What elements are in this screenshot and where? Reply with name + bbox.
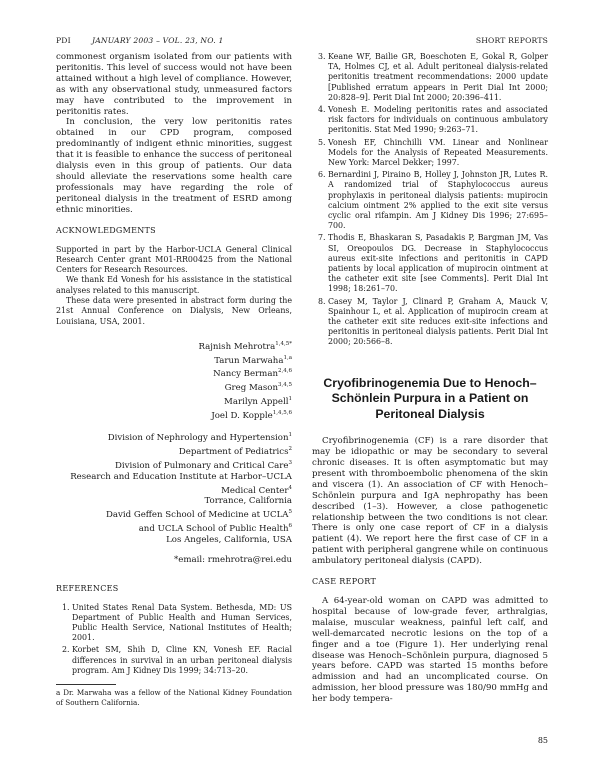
affiliation: Department of Pediatrics$^2$ <box>178 446 292 458</box>
reference-item: 2. Korbet SM, Shih D, Cline KN, Vonesh EF. Racial differences in survival in an urban peritoneal dialysis program. Am J Kidney Dis 1999; 34:713–20. <box>72 645 292 676</box>
article-title: Cryofibrinogenemia Due to Henoch–Schönlein Purpura in a Patient on Peritoneal Dialysis <box>323 375 537 421</box>
paragraph: commonest organism isolated from our patients with peritonitis. This level of success would not have been attained without a high level of compliance. However, as with any observational study, unmeasured factors may have contributed to the improvement in peritonitis rates. <box>56 52 292 117</box>
reference-list <box>56 603 292 676</box>
journal-abbrev: PDI <box>56 36 71 45</box>
reference-item: 8. Casey M, Taylor J, Clinard P, Graham A, Mauck V, Spainhour L, et al. Application of mupirocin cream at the catheter exit site reduces exit-site infections and peritonitis in peritoneal dialysis patients. Perit Dial Int 2000; 20:566–8. <box>328 297 548 348</box>
author: Rajnish Mehrotra$^{1,4,5*}$ <box>198 340 292 352</box>
affiliation: Los Angeles, California, USA <box>166 534 292 545</box>
acknowledgment-text: These data were presented in abstract form during the 21st Annual Conference on Dialysis, New Orleans, Louisiana, USA, 2001. <box>56 295 292 326</box>
reference-item: 7. Thodis E, Bhaskaran S, Pasadakis P, Bargman JM, Vas SI, Oreopoulos DG. Decrease in Staphylococcus aureus exit-site infections and peritonitis in CAPD patients by local application of mupirocin ointment at the catheter exit site [see Comments]. Perit Dial Int 1998; 18:261–70. <box>328 233 548 294</box>
acknowledgments-heading: ACKNOWLEDGMENTS <box>56 225 156 235</box>
paragraph: Cryofibrinogenemia (CF) is a rare disorder that may be idiopathic or may be secondary to several chronic diseases. It is often asymptomatic but may present with thromboembolic phenomena of the skin and viscera (1). An association of CF with Henoch–Schönlein purpura and IgA nephropathy has been described (1–3). However, a close pathogenetic relationship between the two conditions is not clear. There is only one case report of CF in a dialysis patient (4). We report here the first case of CF in a patient with peripheral gangrene while on continuous ambulatory peritoneal dialysis (CAPD). <box>312 436 548 567</box>
affiliation-list <box>56 430 292 545</box>
references-heading: REFERENCES <box>56 583 119 593</box>
reference-item: 5. Vonesh EF, Chinchilli VM. Linear and Nonlinear Models for the Analysis of Repeated Measurements. New York: Marcel Dekker; 1997. <box>328 138 548 169</box>
acknowledgment-text: Supported in part by the Harbor-UCLA General Clinical Research Center grant M01-RR00425 from the National Centers for Research Resources. <box>56 244 292 275</box>
author: Nancy Berman$^{2,4,6}$ <box>213 368 292 380</box>
author-list <box>56 339 292 422</box>
author: Tarun Marwaha$^{1,a}$ <box>214 354 292 366</box>
reference-item: 3. Keane WF, Bailie GR, Boeschoten E, Gokal R, Golper TA, Holmes CJ, et al. Adult peritoneal dialysis-related peritonitis treatment recommendations: 2000 update [Published erratum appears in Perit Dial Int 2000; 20:828–9]. Perit Dial Int 2000; 20:396–411. <box>328 52 548 103</box>
author: Joel D. Kopple$^{1,4,5,6}$ <box>211 409 292 421</box>
affiliation: David Geffen School of Medicine at UCLA$^5$ <box>106 509 292 521</box>
affiliation: Torrance, California <box>204 496 292 507</box>
reference-item: 1. United States Renal Data System. Bethesda, MD: US Department of Public Health and Human Services, Public Health Service, National Institutes of Health; 2001. <box>72 603 292 644</box>
case-report-heading: CASE REPORT <box>312 577 377 587</box>
contact-email: *email: rmehrotra@rei.edu <box>173 554 292 565</box>
left-column <box>56 52 292 707</box>
paragraph: A 64-year-old woman on CAPD was admitted to hospital because of low-grade fever, arthralgias, malaise, muscular weakness, painful left calf, and well-demarcated necrotic lesions on the top of a finger and a toe (Figure 1). Her underlying renal disease was Henoch–Schönlein purpura, diagnosed 5 years before. CAPD was started 15 months before admission and had an uncomplicated course. On admission, her blood pressure was 180/90 mmHg and her body tempera- <box>312 595 548 705</box>
paragraph: In conclusion, the very low peritonitis rates obtained in our CPD program, composed predominantly of indigent ethnic minorities, suggest that it is feasible to enhance the success of peritoneal dialysis even in this group of patients. Our data should alleviate the reservations some health care professionals may have regarding the role of peritoneal dialysis in the treatment of ESRD among ethnic minorities. <box>56 117 292 215</box>
reference-list-continued <box>312 52 548 348</box>
reference-item: 4. Vonesh E. Modeling peritonitis rates and associated risk factors for individuals on continuous ambulatory peritonitis. Stat Med 1990; 9:263–71. <box>328 105 548 136</box>
author: Marilyn Appell$^1$ <box>224 395 292 407</box>
acknowledgment-text: We thank Ed Vonesh for his assistance in the statistical analyses related to this manuscript. <box>56 275 292 295</box>
section-name: SHORT REPORTS <box>475 36 548 45</box>
affiliation: Division of Nephrology and Hypertension$^1$ <box>107 432 292 444</box>
affiliation: and UCLA School of Public Health$^6$ <box>138 523 292 534</box>
author: Greg Mason$^{3,4,5}$ <box>224 382 292 394</box>
footnote-rule <box>56 684 116 685</box>
affiliation: Medical Center$^4$ <box>221 484 292 496</box>
affiliation: Research and Education Institute at Harbor–UCLA <box>70 471 292 482</box>
footnote: a Dr. Marwaha was a fellow of the National Kidney Foundation of Southern California. <box>56 688 292 707</box>
affiliation: Division of Pulmonary and Critical Care$^3$ <box>114 460 292 471</box>
page-number: 85 <box>537 736 548 745</box>
reference-item: 6. Bernardini J, Piraino B, Holley J, Johnston JR, Lutes R. A randomized trial of Staphylococcus aureus prophylaxis in peritoneal dialysis patients: mupirocin calcium ointment 2% applied to the exit site versus cyclic oral rifampin. Am J Kidney Dis 1996; 27:695–700. <box>328 170 548 231</box>
right-column <box>312 52 548 705</box>
issue-info: JANUARY 2003 – VOL. 23, NO. 1 <box>92 36 224 45</box>
